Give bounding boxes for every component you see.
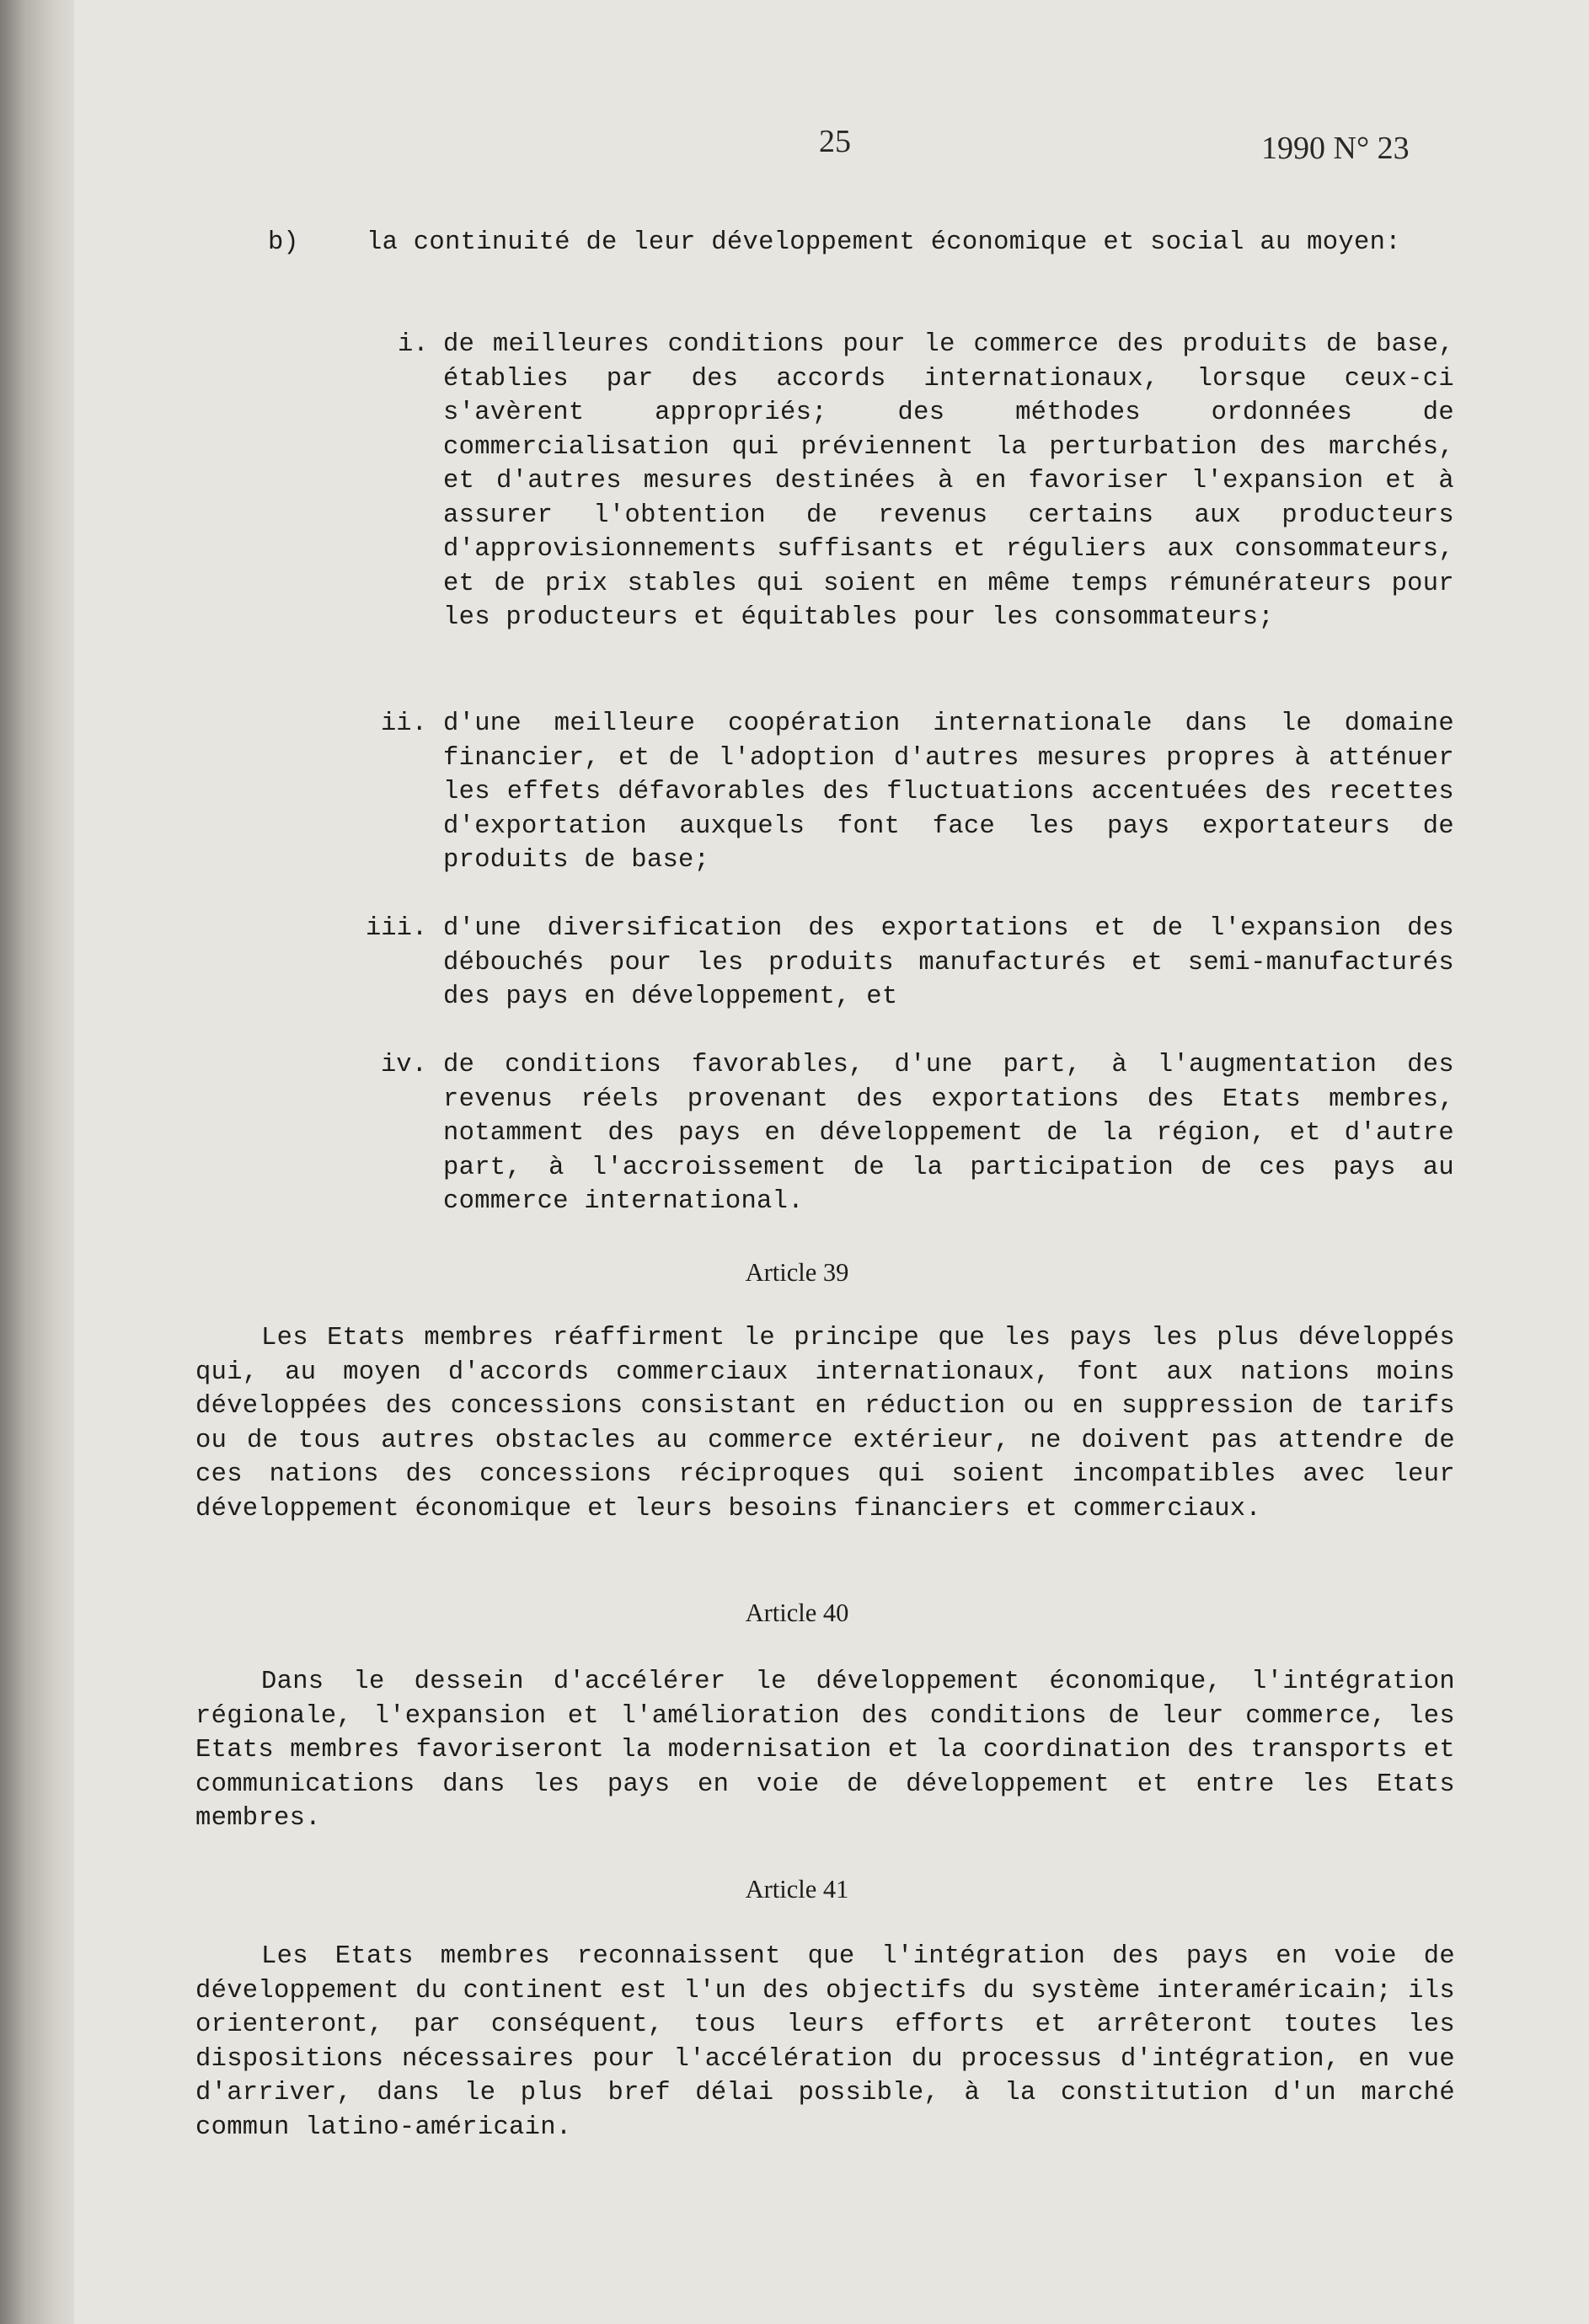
item-b-text: la continuité de leur développement économique et social au moyen: [366,228,1401,257]
subitem-iv-label: iv. [381,1051,427,1079]
subitem-i-label: i. [398,330,429,359]
article-41-text: Les Etats membres reconnaissent que l'intégration des pays en voie de développement du continent est l'un des objectifs du système interaméricain; ils orienteront, par conséquent, tous leurs efforts et arrêteront toutes les dispositions nécessaires pour l'accélération du processus d'intégration, en vue d'arriver, dans le plus bref délai possible, à la constitution d'un marché commun latino-américain. [195,1942,1455,2142]
subitem-iv-text: de conditions favorables, d'une part, à l'augmentation des revenus réels provenant des exportations des Etats membres, notamment des pays en développement de la région, et d'autre part, à l'accroissement de la participation de ces pays au commerce international. [443,1051,1454,1216]
document-reference: 1990 N° 23 [1261,131,1410,166]
binding-shadow [0,0,74,2324]
subitem-iii-text: d'une diversification des exportations et de l'expansion des débouchés pour les produits manufacturés et semi-manufacturés des pays en développement, et [443,914,1454,1011]
subitem-ii-text: d'une meilleure coopération internationale dans le domaine financier, et de l'adoption d'autres mesures propres à atténuer les effets défavorables des fluctuations accentuées des recettes d'exportation auxquels font face les pays exportateurs de produits de base; [443,710,1454,875]
page-number: 25 [819,124,851,159]
subitem-ii-label: ii. [381,710,427,738]
article-41-heading: Article 41 [745,1875,849,1904]
subitem-iii-label: iii. [366,914,428,943]
item-b-label: b) [268,228,299,257]
subitem-i-text: de meilleures conditions pour le commerce des produits de base, établies par des accords internationaux, lorsque ceux-ci s'avèrent appropriés; des méthodes ordonnées de commercialisation qui préviennent la perturbation des marchés, et d'autres mesures destinées à en favoriser l'expansion et à assurer l'obtention de revenus certains aux producteurs d'approvisionnements suffisants et réguliers aux consommateurs, et de prix stables qui soient en même temps rémunérateurs pour les producteurs et équitables pour les consommateurs; [443,330,1454,632]
article-39-heading: Article 39 [745,1258,849,1287]
article-39-text: Les Etats membres réaffirment le principe que les pays les plus développés qui, au moyen d'accords commerciaux internationaux, font aux nations moins développées des concessions consistant en réduction ou en suppression de tarifs ou de tous autres obstacles au commerce extérieur, ne doivent pas attendre de ces nations des concessions réciproques qui soient incompatibles avec leur développement économique et leurs besoins financiers et commerciaux. [195,1324,1455,1523]
article-40-heading: Article 40 [745,1598,849,1627]
article-40-text: Dans le dessein d'accélérer le développement économique, l'intégration régionale, l'expansion et l'amélioration des conditions de leur commerce, les Etats membres favoriseront la modernisation et la coordination des transports et communications dans les pays en voie de développement et entre les Etats membres. [195,1668,1455,1833]
